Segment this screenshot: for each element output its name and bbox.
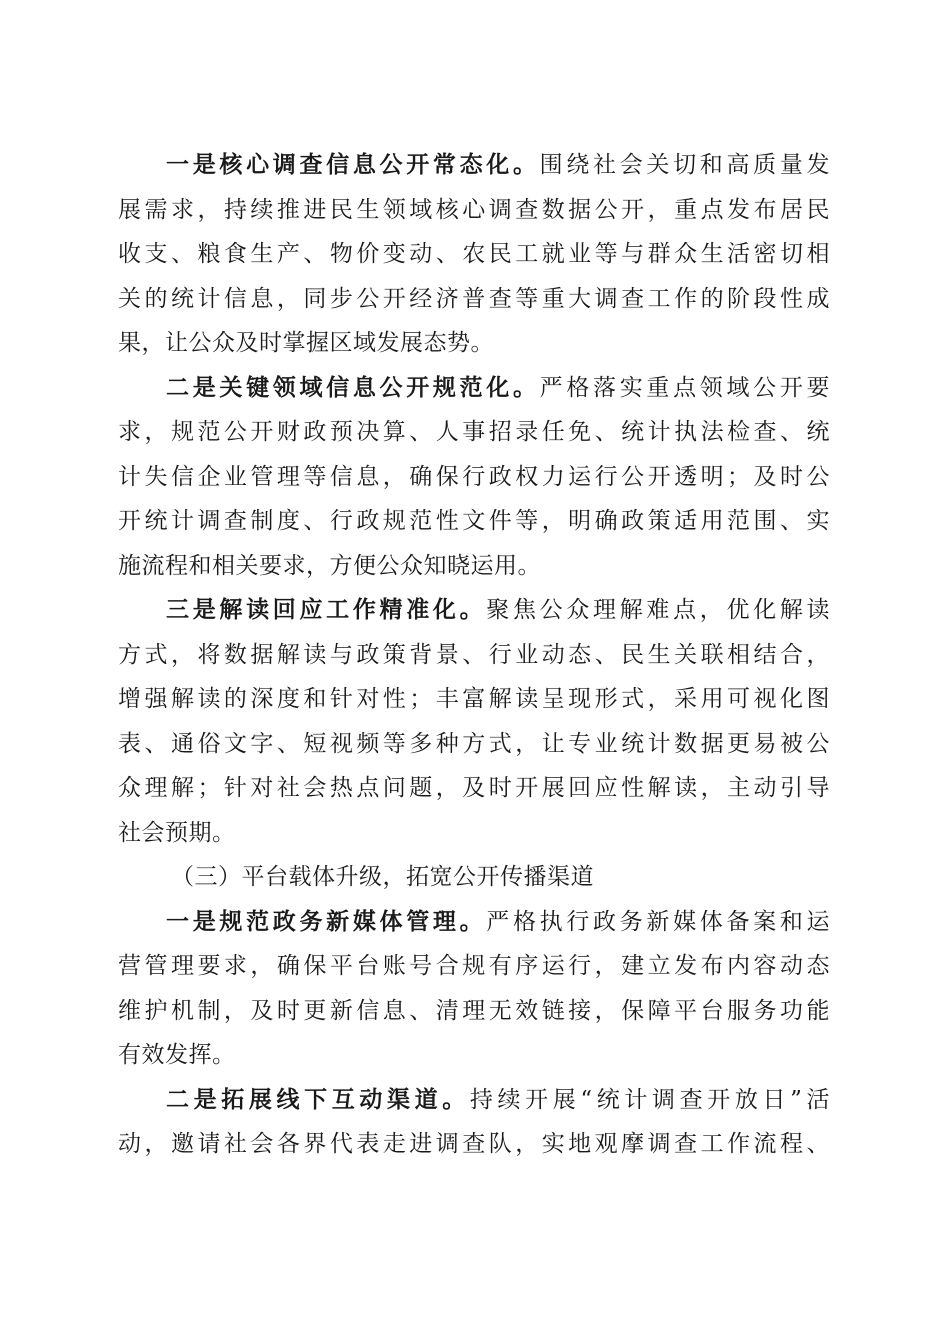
paragraph-line: 一是核心调查信息公开常态化。围绕社会关切和高质量发 xyxy=(166,152,830,178)
paragraph-line: 动，邀请社会各界代表走进调查队，实地观摩调查工作流程、 xyxy=(118,1131,830,1157)
paragraph-line: 关的统计信息，同步公开经济普查等重大调查工作的阶段性成 xyxy=(118,285,830,312)
paragraph-line: 计失信企业管理等信息，确保行政权力运行公开透明；及时公 xyxy=(118,463,830,490)
paragraph-line: 开统计调查制度、行政规范性文件等，明确政策适用范围、实 xyxy=(118,508,830,534)
paragraph-line: 营管理要求，确保平台账号合规有序运行，建立发布内容动态 xyxy=(118,953,830,979)
paragraph-line: 收支、粮食生产、物价变动、农民工就业等与群众生活密切相 xyxy=(118,241,830,267)
paragraph-line: 增强解读的深度和针对性；丰富解读呈现形式，采用可视化图 xyxy=(118,686,830,712)
paragraph-line: 二是关键领域信息公开规范化。严格落实重点领域公开要 xyxy=(166,374,830,401)
paragraph-lead: 一是核心调查信息公开常态化。 xyxy=(166,152,540,178)
section-heading: （三）平台载体升级，拓宽公开传播渠道 xyxy=(171,864,594,890)
paragraph-line: 维护机制，及时更新信息、清理无效链接，保障平台服务功能 xyxy=(118,997,830,1024)
paragraph xyxy=(118,366,830,589)
paragraph-lead: 二是拓展线下互动渠道。 xyxy=(166,1086,470,1113)
paragraph-lead: 二是关键领域信息公开规范化。 xyxy=(166,374,540,401)
paragraph-line: 求，规范公开财政预决算、人事招录任免、统计执法检查、统 xyxy=(118,419,830,445)
paragraph-lead: 一是规范政务新媒体管理。 xyxy=(166,908,487,935)
paragraph xyxy=(118,900,830,1078)
paragraph-line: 二是拓展线下互动渠道。持续开展“统计调查开放日”活 xyxy=(166,1086,830,1113)
paragraph-line: 果，让公众及时掌握区域发展态势。 xyxy=(118,330,494,356)
paragraph xyxy=(118,143,830,366)
paragraph xyxy=(118,1078,830,1167)
paragraph xyxy=(118,588,830,855)
paragraph-line: 众理解；针对社会热点问题，及时开展回应性解读，主动引导 xyxy=(118,775,830,801)
paragraph-line: 方式，将数据解读与政策背景、行业动态、民生关联相结合， xyxy=(118,641,830,668)
paragraph-line: 三是解读回应工作精准化。聚焦公众理解难点，优化解读 xyxy=(166,597,830,623)
paragraph-lead: 三是解读回应工作精准化。 xyxy=(166,597,487,623)
paragraph-line: 有效发挥。 xyxy=(118,1042,236,1068)
paragraph-line: 展需求，持续推进民生领域核心调查数据公开，重点发布居民 xyxy=(118,196,830,223)
paragraph-line: 表、通俗文字、短视频等多种方式，让专业统计数据更易被公 xyxy=(118,730,830,757)
paragraph-line: 社会预期。 xyxy=(118,819,236,846)
paragraph-line: 施流程和相关要求，方便公众知晓运用。 xyxy=(118,552,541,579)
paragraph-line: 一是规范政务新媒体管理。严格执行政务新媒体备案和运 xyxy=(166,908,830,935)
document-page xyxy=(118,143,830,1167)
